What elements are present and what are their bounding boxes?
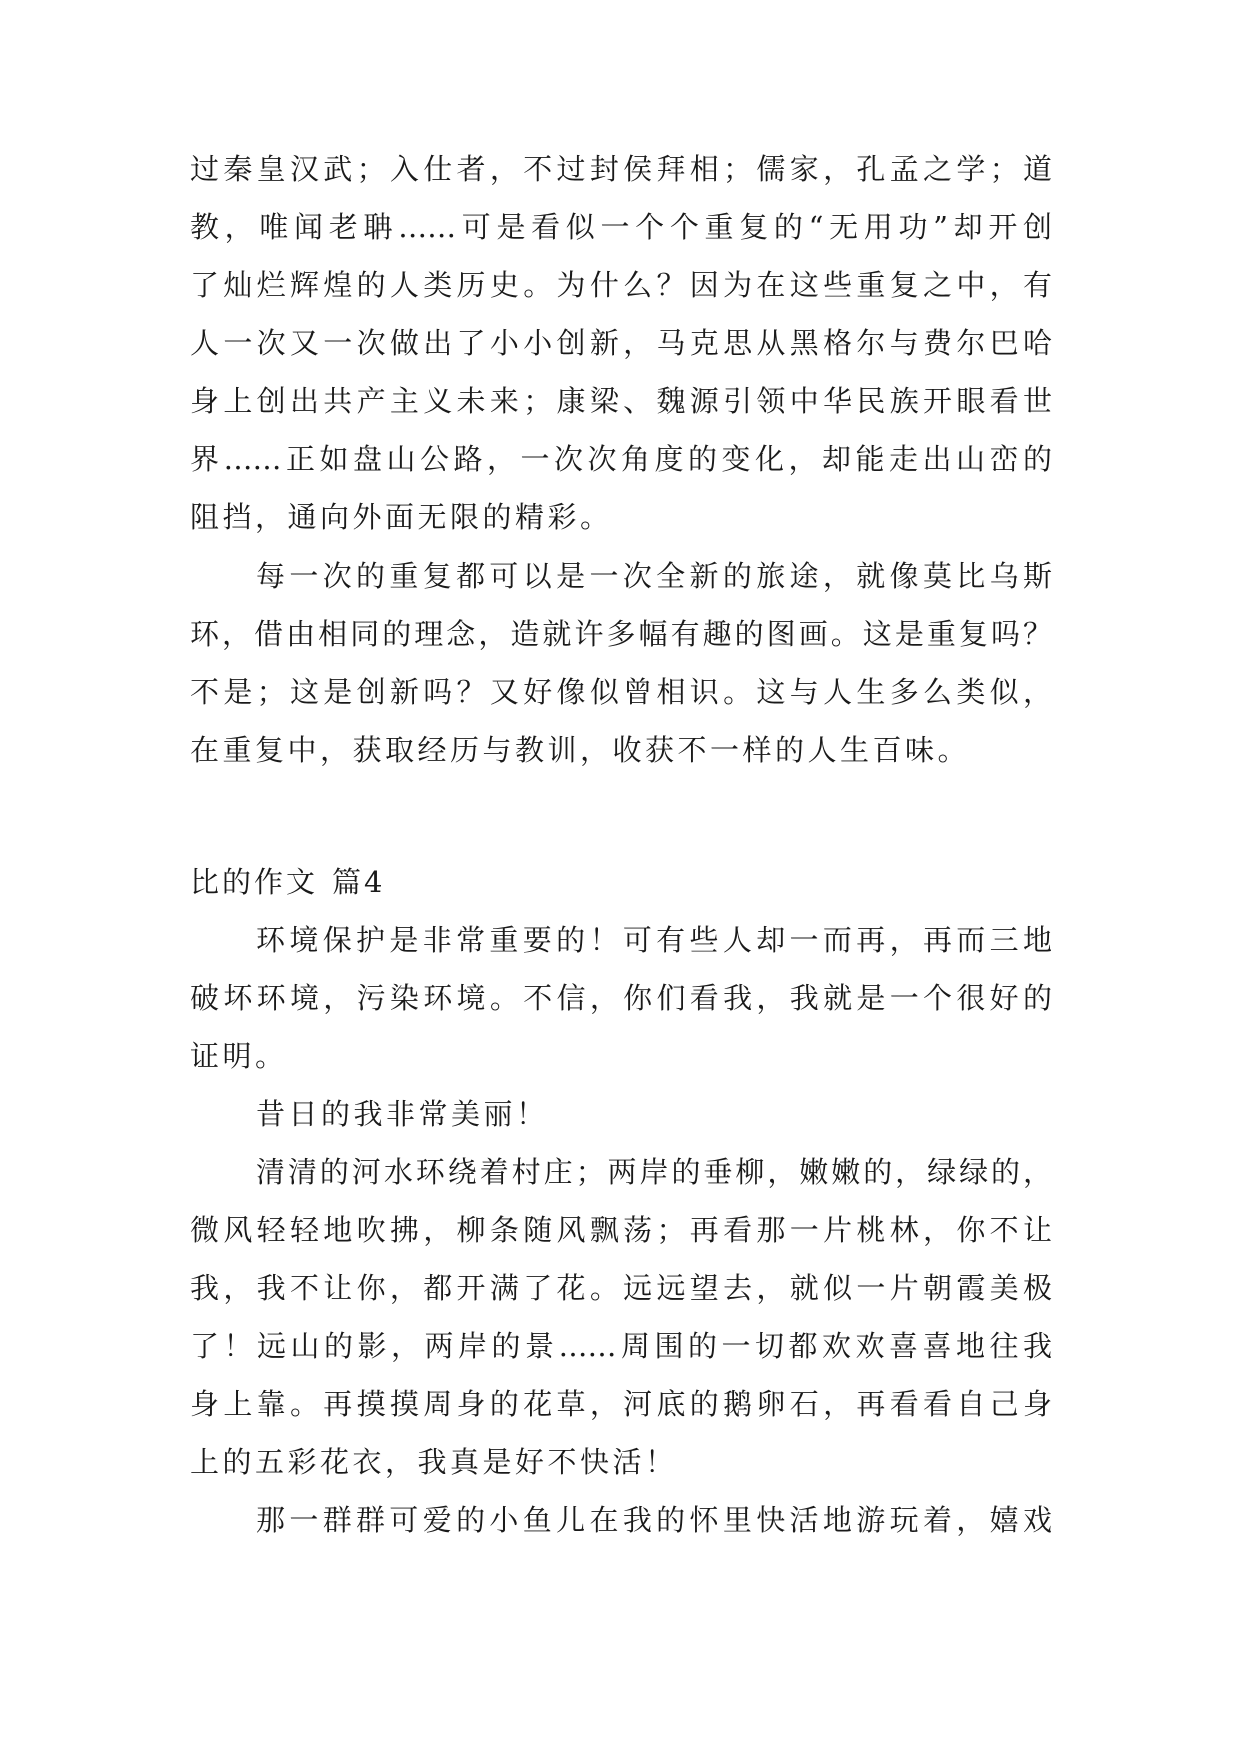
text-line: 环，借由相同的理念，造就许多幅有趣的图画。这是重复吗？ (190, 617, 1052, 651)
text-line: 清清的河水环绕着村庄；两岸的垂柳，嫩嫩的，绿绿的， (256, 1155, 1052, 1189)
heading-part: 篇4 (332, 865, 386, 899)
text-line: 阻挡，通向外面无限的精彩。 (190, 500, 613, 534)
text-line: 那一群群可爱的小鱼儿在我的怀里快活地游玩着，嬉戏 (256, 1503, 1052, 1537)
paragraph-beautiful (190, 1085, 1052, 1143)
text-line: 了灿烂辉煌的人类历史。为什么？因为在这些重复之中，有 (190, 268, 1052, 302)
paragraph-mobius (190, 547, 1052, 779)
text-line: 界……正如盘山公路，一次次角度的变化，却能走出山峦的 (190, 442, 1052, 476)
text-line: 在重复中，获取经历与教训，收获不一样的人生百味。 (190, 733, 971, 767)
text-line: 每一次的重复都可以是一次全新的旅途，就像莫比乌斯 (256, 559, 1052, 593)
text-line: 教，唯闻老聃……可是看似一个个重复的“无用功”却开创 (190, 210, 1052, 244)
paragraph-fish (190, 1491, 1052, 1549)
text-line: 过秦皇汉武；入仕者，不过封侯拜相；儒家，孔孟之学；道 (190, 152, 1052, 186)
text-line: 环境保护是非常重要的！可有些人却一而再，再而三地 (256, 923, 1052, 957)
text-line: 我，我不让你，都开满了花。远远望去，就似一片朝霞美极 (190, 1271, 1052, 1305)
essay-heading (190, 853, 385, 911)
text-line: 昔日的我非常美丽！ (256, 1097, 549, 1131)
paragraph-continued (190, 140, 1052, 546)
text-line: 上的五彩花衣，我真是好不快活！ (190, 1445, 678, 1479)
heading-title: 比的作文 (190, 865, 319, 899)
paragraph-environment (190, 911, 1052, 1085)
text-line: 人一次又一次做出了小小创新，马克思从黑格尔与费尔巴哈 (190, 326, 1052, 360)
text-line: 了！远山的影，两岸的景……周围的一切都欢欢喜喜地往我 (190, 1329, 1052, 1363)
text-line: 身上创出共产主义未来；康梁、魏源引领中华民族开眼看世 (190, 384, 1052, 418)
text-line: 破坏环境，污染环境。不信，你们看我，我就是一个很好的 (190, 981, 1052, 1015)
text-line: 证明。 (190, 1039, 288, 1073)
text-line: 身上靠。再摸摸周身的花草，河底的鹅卵石，再看看自己身 (190, 1387, 1052, 1421)
text-line: 微风轻轻地吹拂，柳条随风飘荡；再看那一片桃林，你不让 (190, 1213, 1052, 1247)
text-line: 不是；这是创新吗？又好像似曾相识。这与人生多么类似， (190, 675, 1052, 709)
paragraph-river (190, 1143, 1052, 1491)
